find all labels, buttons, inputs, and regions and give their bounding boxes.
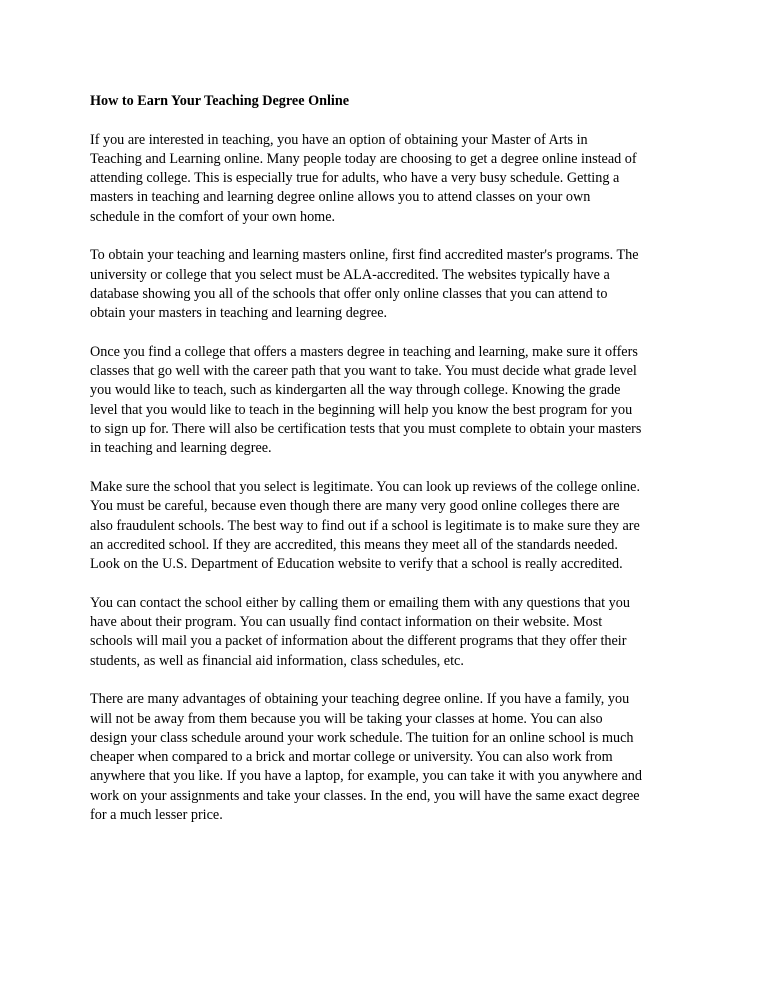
text-line: obtain your masters in teaching and learning degree. (90, 305, 388, 322)
text-line: also fraudulent schools. The best way to find out if a school is legitimate is to make sure they are (90, 517, 640, 534)
text-line: for a much lesser price. (90, 806, 223, 823)
text-line: schools will mail you a packet of information about the different programs that they offer their (90, 633, 627, 650)
text-line: university or college that you select must be ALA-accredited. The websites typically have a (90, 266, 610, 283)
text-line: anywhere that you like. If you have a laptop, for example, you can take it with you anywhere and (90, 768, 642, 785)
text-line: Once you find a college that offers a masters degree in teaching and learning, make sure it offers (90, 343, 638, 360)
text-line: database showing you all of the schools that offer only online classes that you can attend to (90, 285, 608, 302)
paragraph (90, 343, 680, 459)
text-line: you would like to teach, such as kindergarten all the way through college. Knowing the grade (90, 382, 621, 399)
text-line: There are many advantages of obtaining your teaching degree online. If you have a family, you (90, 691, 630, 708)
text-line: will not be away from them because you will be taking your classes at home. You can also (90, 710, 603, 727)
text-line: Look on the U.S. Department of Education website to verify that a school is really accredited. (90, 556, 623, 573)
text-line: masters in teaching and learning degree online allows you to attend classes on your own (90, 189, 591, 206)
paragraph (90, 131, 680, 227)
text-line: classes that go well with the career path that you want to take. You must decide what grade level (90, 363, 637, 380)
text-line: design your class schedule around your work schedule. The tuition for an online school is much (90, 729, 634, 746)
document-body (90, 92, 680, 845)
text-line: schedule in the comfort of your own home. (90, 208, 336, 225)
text-line: students, as well as financial aid information, class schedules, etc. (90, 652, 464, 669)
text-line: attending college. This is especially true for adults, who have a very busy schedule. Getting a (90, 170, 620, 187)
paragraph (90, 246, 680, 323)
text-line: Make sure the school that you select is legitimate. You can look up reviews of the college online. (90, 478, 641, 495)
text-line: work on your assignments and take your classes. In the end, you will have the same exact degree (90, 787, 640, 804)
text-line: To obtain your teaching and learning masters online, first find accredited master's programs. The (90, 247, 639, 264)
text-line: If you are interested in teaching, you have an option of obtaining your Master of Arts in (90, 131, 588, 148)
document-title: How to Earn Your Teaching Degree Online (90, 93, 350, 109)
paragraph (90, 594, 680, 671)
text-line: to sign up for. There will also be certification tests that you must complete to obtain your masters (90, 421, 642, 438)
text-line: have about their program. You can usually find contact information on their website. Most (90, 614, 603, 631)
text-line: Teaching and Learning online. Many people today are choosing to get a degree online instead of (90, 150, 637, 167)
text-line: You must be careful, because even though there are many very good online colleges there are (90, 498, 620, 515)
text-line: an accredited school. If they are accredited, this means they meet all of the standards needed. (90, 536, 618, 553)
text-line: You can contact the school either by calling them or emailing them with any questions that you (90, 594, 630, 611)
text-line: in teaching and learning degree. (90, 440, 272, 457)
paragraph (90, 478, 680, 574)
paragraph (90, 690, 680, 825)
text-line: level that you would like to teach in the beginning will help you know the best program for you (90, 401, 633, 418)
text-line: cheaper when compared to a brick and mortar college or university. You can also work from (90, 749, 613, 766)
